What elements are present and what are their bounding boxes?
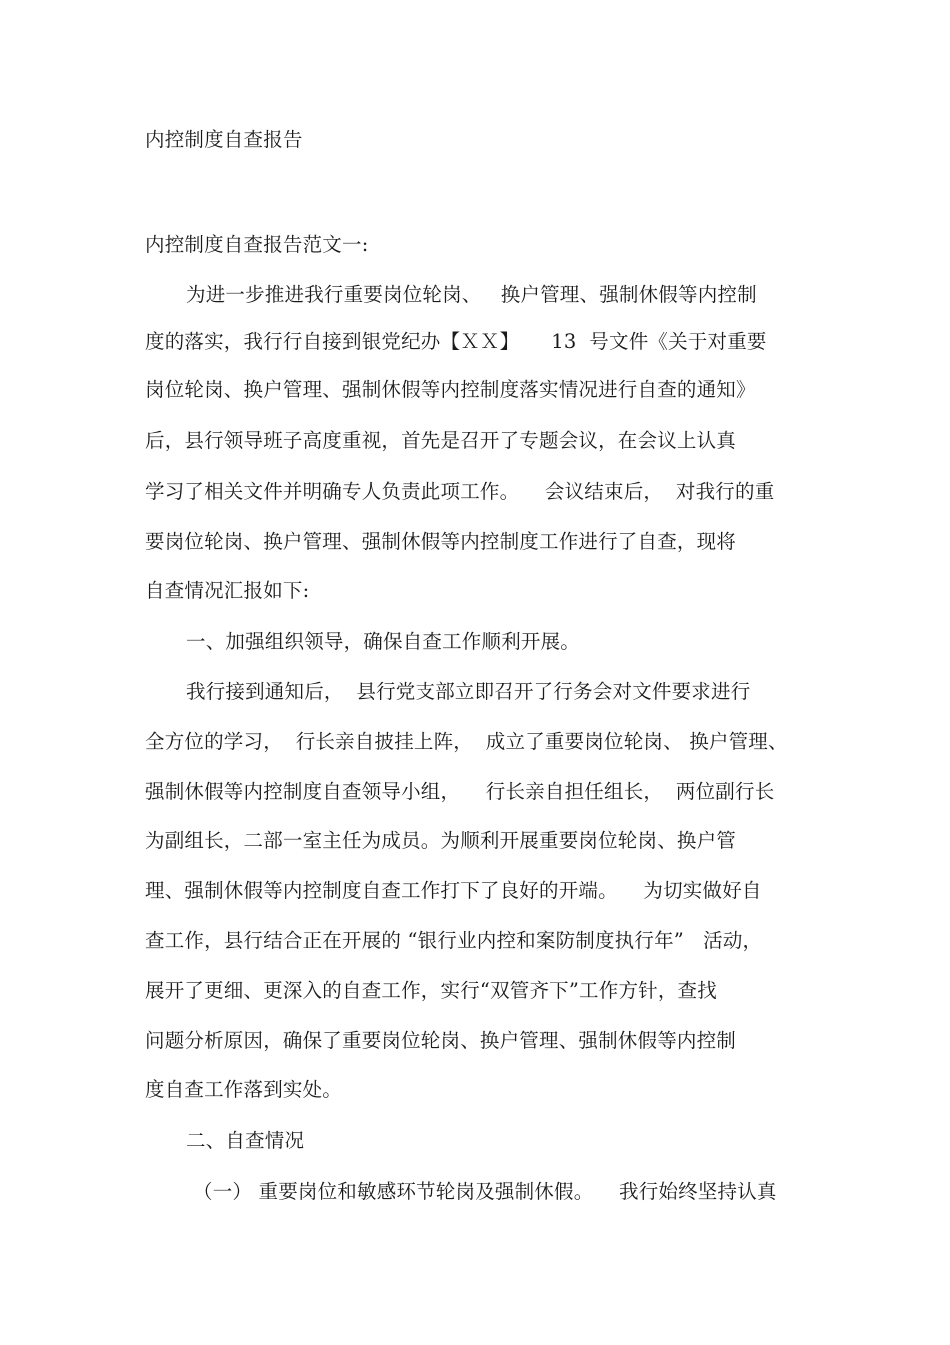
body-line: 为副组长，二部一室主任为成员。为顺利开展重要岗位轮岗、换户管 bbox=[145, 829, 737, 852]
body-line: 查工作，县行结合正在开展的 “银行业内控和案防制度执行年” 活动， bbox=[145, 929, 763, 952]
document-subtitle: 内控制度自查报告范文一: bbox=[145, 233, 369, 256]
body-line: 学习了相关文件并明确专人负责此项工作。 会议结束后， 对我行的重 bbox=[145, 480, 775, 503]
body-line: 后，县行领导班子高度重视，首先是召开了专题会议，在会议上认真 bbox=[145, 429, 737, 452]
body-line: 度的落实，我行行自接到银党纪办【ＸＸ】 13 号文件《关于对重要 bbox=[145, 330, 767, 353]
body-line: 为进一步推进我行重要岗位轮岗、 换户管理、强制休假等内控制 bbox=[186, 283, 757, 306]
section-heading: 一、加强组织领导，确保自查工作顺利开展。 bbox=[186, 630, 581, 653]
body-line: 要岗位轮岗、换户管理、强制休假等内控制度工作进行了自查，现将 bbox=[145, 530, 737, 553]
section-heading: 二、自查情况 bbox=[186, 1129, 305, 1152]
body-line: 全方位的学习， 行长亲自披挂上阵， 成立了重要岗位轮岗、 换户管理、 bbox=[145, 730, 788, 753]
body-line: 度自查工作落到实处。 bbox=[145, 1078, 343, 1101]
subsection-line: （一） 重要岗位和敏感环节轮岗及强制休假。 我行始终坚持认真 bbox=[193, 1180, 777, 1203]
body-line: 强制休假等内控制度自查领导小组， 行长亲自担任组长， 两位副行长 bbox=[145, 780, 775, 803]
body-line: 我行接到通知后， 县行党支部立即召开了行务会对文件要求进行 bbox=[186, 680, 751, 703]
body-line: 理、强制休假等内控制度自查工作打下了良好的开端。 为切实做好自 bbox=[145, 879, 762, 902]
document-title: 内控制度自查报告 bbox=[145, 128, 303, 151]
body-line: 岗位轮岗、换户管理、强制休假等内控制度落实情况进行自查的通知》 bbox=[145, 378, 756, 401]
body-line: 问题分析原因，确保了重要岗位轮岗、换户管理、强制休假等内控制 bbox=[145, 1029, 737, 1052]
body-line: 展开了更细、更深入的自查工作，实行“双管齐下”工作方针，查找 bbox=[145, 979, 717, 1002]
body-line: 自查情况汇报如下: bbox=[145, 579, 310, 602]
